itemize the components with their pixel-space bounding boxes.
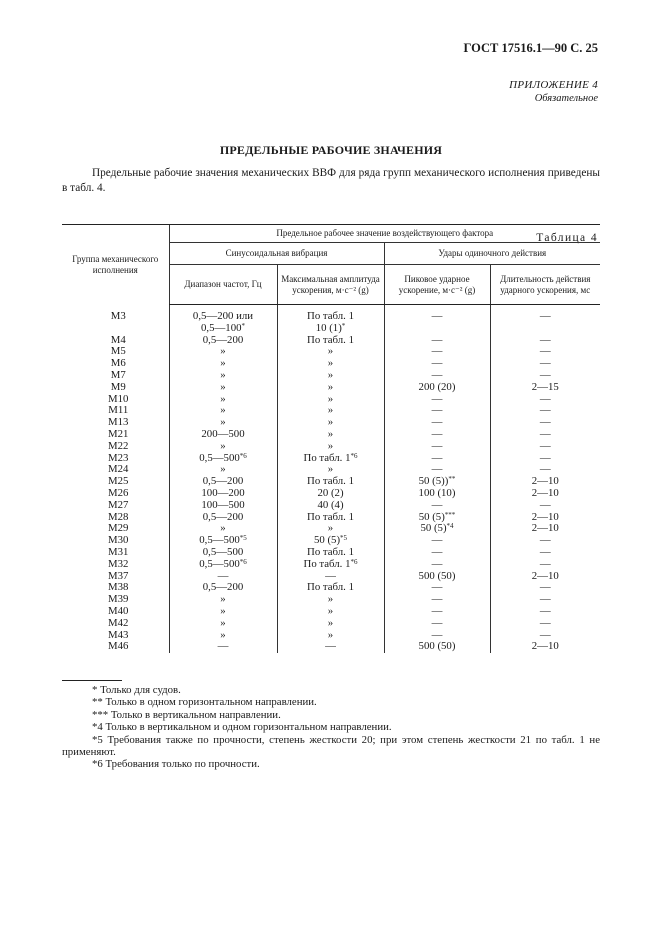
col-freq-header: Диапазон частот, Гц [169,265,277,305]
cell-amp-value: » [327,604,334,617]
cell-group-value: M24 [108,463,129,476]
cell-amp-value: » [327,368,334,381]
cell-amp-value: » [327,593,334,606]
cell-dur-value: — [539,416,551,429]
cell-peak-value: — [431,368,443,381]
cell-amp-value: 10 (1) [315,321,342,334]
cell-dur-value: — [539,357,551,370]
footnote: *6 Требования только по прочности. [92,758,260,771]
cell-group-value: M22 [108,439,129,452]
cell-freq-value: 0,5—500 [199,451,240,464]
cell-freq [169,641,277,653]
cell-group-value: M21 [108,427,129,440]
table-row [62,641,600,653]
cell-group-value: M37 [108,569,129,582]
footnote: *5 Требования также по прочности, степень жесткости 20; при этом степень жесткости 21 по табл. 1 не применяют. [62,733,600,759]
cell-peak-value: — [431,427,443,440]
footnote-marker: *5 [239,534,247,543]
cell-peak-value: — [431,463,443,476]
footnote-marker: *6 [350,557,358,566]
cell-amp-value: » [327,628,334,641]
cell-peak-value: — [431,357,443,370]
cell-group-value: M11 [108,404,129,417]
footnote-marker: *6 [239,451,247,460]
footnote: *** Только в вертикальном направлении. [92,708,281,721]
cell-freq-value: » [220,593,226,606]
footnote-marker: *6 [239,557,247,566]
footnote: *4 Только в вертикальном и одном горизонтальном направлении. [92,721,392,734]
cell-freq-value: 0,5—500 [199,557,240,570]
cell-group-value: M25 [108,475,129,488]
cell-freq-value: 0,5—200 [202,581,244,594]
cell-freq-value: 200—500 [201,427,245,440]
cell-dur-value: — [539,392,551,405]
cell-group-value: M38 [108,581,129,594]
cell-dur-value: — [539,498,551,511]
cell-amp-value: — [325,640,336,653]
cell-group-value: M5 [110,345,126,358]
cell-freq-value: 100—200 [201,486,245,499]
col-amp-header: Максимальная амплитуда ускорения, м·с⁻² (g) [277,265,384,305]
cell-dur-value: — [539,368,551,381]
cell-peak-value: — [431,333,443,346]
cell-freq-value: 0,5—200 или [192,310,254,322]
cell-dur-value: — [539,439,551,452]
cell-dur-value: — [539,628,551,641]
cell-freq-value: » [220,368,226,381]
cell-dur-value: — [539,593,551,606]
cell-group-value: M46 [108,640,129,653]
cell-peak [384,305,490,323]
cell-group [62,641,169,653]
cell-dur [490,305,600,323]
cell-peak-value: — [431,593,443,606]
cell-dur-value: 2—10 [531,640,559,653]
cell-freq-value: 100—500 [201,498,245,511]
cell-group-value: M40 [108,604,129,617]
cell-dur-value: — [539,534,551,547]
cell-freq-value: » [220,616,226,629]
table-caption: Таблица 4 [536,232,598,244]
cell-freq-value: » [220,522,226,535]
footnote-marker: *4 [446,522,454,531]
cell-peak-value: — [431,557,443,570]
cell-amp-value: По табл. 1 [307,475,354,488]
col-group-header: Группа механического исполнения [62,225,169,305]
cell-peak-value: 50 (5) [418,510,445,523]
cell-group-value: M43 [108,628,129,641]
cell-peak-value: — [431,416,443,429]
cell-freq-value: » [220,404,226,417]
cell-group-value: M6 [110,357,126,370]
cell-group-value: M32 [108,557,129,570]
appendix-subtitle: Обязательное [534,93,598,104]
cell-amp-value: 50 (5) [313,534,341,547]
cell-amp-value: По табл. 1 [307,581,354,594]
cell-amp-value: По табл. 1 [307,545,354,558]
limits-table [62,224,600,653]
cell-freq-value: » [220,463,226,476]
cell-freq-value: » [220,439,226,452]
cell-dur-value: — [539,581,551,594]
cell-freq-value: — [217,569,229,582]
cell-freq [169,305,277,323]
cell-amp-value: » [327,616,334,629]
cell-freq-value: 0,5—200 [202,510,244,523]
cell-amp-value: По табл. 1 [303,557,351,570]
footnote: * Только для судов. [92,684,181,696]
cell-dur-value: 2—10 [531,569,559,582]
cell-dur-value: 2—10 [531,510,559,523]
cell-peak-value: — [431,404,443,417]
cell-amp-value: » [327,392,334,405]
cell-group-value: M27 [108,498,129,511]
cell-amp-value: По табл. 1 [307,333,354,346]
footnotes [62,684,600,771]
col-dur-header: Длительность действия ударного ускорения, мс [490,265,600,305]
cell-freq-value: » [220,392,226,405]
cell-amp-value: » [327,427,334,440]
cell-dur-value: 2—10 [531,486,559,499]
cell-peak-value: — [431,616,443,629]
cell-dur-value: — [539,333,551,346]
footnote-divider [62,680,122,681]
table-body [62,305,600,654]
cell-dur-value: — [539,616,551,629]
cell-peak-value: — [431,604,443,617]
intro-paragraph: Предельные рабочие значения механических ВВФ для ряда групп механического исполнения приведены в табл. 4. [62,167,600,194]
footnote-marker: * [241,321,245,330]
cell-group-value: M23 [108,451,129,464]
cell-group [62,305,169,323]
cell-dur-value: — [539,404,551,417]
cell-group-value: M28 [108,510,129,523]
cell-freq-value: » [220,345,226,358]
cell-dur-value: — [539,604,551,617]
cell-peak-value: — [431,451,443,464]
cell-freq-value: » [220,380,226,393]
cell-group-value: M39 [108,593,129,606]
cell-peak-value: — [431,581,443,594]
table-row [62,305,600,323]
footnote-marker: *6 [350,451,358,460]
footnote-marker: ** [448,475,456,484]
cell-amp-value: По табл. 1 [307,510,354,523]
footnote-marker: * [341,321,346,330]
cell-dur-value: — [539,310,551,322]
col-peak-header: Пиковое ударное ускорение, м·с⁻² (g) [384,265,490,305]
cell-group-value: M9 [110,380,126,393]
footnote-marker: *** [444,510,456,519]
cell-peak-value: — [431,439,443,452]
footnote-marker: *5 [340,534,348,543]
cell-group-value: M3 [110,309,126,322]
cell-peak-value: 50 (5) [420,522,447,535]
cell-amp-value: По табл. 1 [303,451,351,464]
cell-group-value: M7 [110,368,126,381]
cell-peak-value: — [431,310,443,322]
cell-dur [490,641,600,653]
cell-peak-value: 200 (20) [418,380,456,393]
cell-amp-value: По табл. 1 [307,310,354,322]
cell-group-value: M29 [108,522,129,535]
cell-freq-value: 0,5—200 [202,333,244,346]
cell-peak-value: 500 (50) [418,569,456,582]
cell-amp-value: » [327,380,334,393]
cell-peak-value: — [431,628,443,641]
page-header: ГОСТ 17516.1—90 С. 25 [463,41,598,55]
cell-group-value: M26 [108,486,129,499]
cell-amp-value: 20 (2) [317,486,344,499]
cell-group-value: M13 [108,416,129,429]
cell-peak-value: — [431,498,443,511]
cell-dur-value: — [539,545,551,558]
cell-amp-value: » [327,416,334,429]
cell-peak-value: — [431,345,443,358]
footnote: ** Только в одном горизонтальном направлении. [92,696,317,709]
cell-amp-value: » [327,357,334,370]
cell-freq-value: » [220,357,226,370]
cell-amp [277,641,384,653]
cell-dur-value: — [539,451,551,464]
cell-amp [277,305,384,323]
cell-dur-value: 2—10 [531,475,559,488]
shock-header: Удары одиночного действия [384,243,600,265]
cell-dur-value: — [539,557,551,570]
cell-freq-value: » [220,604,226,617]
cell-freq-value: 0,5—500 [202,545,244,558]
top-header: Предельное рабочее значение воздействующего фактора [169,225,600,243]
cell-peak-value: 500 (50) [418,640,456,653]
cell-freq-value: 0,5—500 [199,534,240,547]
cell-group-value: M31 [108,545,129,558]
cell-peak-value: — [431,534,443,547]
cell-amp-value: 40 (4) [317,498,344,511]
cell-amp-value: — [325,569,336,582]
cell-group-value: M30 [108,534,129,547]
cell-peak-value: 100 (10) [418,486,456,499]
cell-peak-value: — [431,392,443,405]
cell-dur-value: 2—10 [531,522,559,535]
cell-amp-value: » [327,345,334,358]
appendix-title: ПРИЛОЖЕНИЕ 4 [509,79,598,91]
cell-freq-value: 0,5—100 [201,321,242,334]
cell-freq-value: » [220,628,226,641]
page-title: ПРЕДЕЛЬНЫЕ РАБОЧИЕ ЗНАЧЕНИЯ [219,143,443,157]
cell-peak-value: 50 (5)) [418,475,449,488]
cell-amp-value: » [327,522,334,535]
cell-freq-value: » [220,416,226,429]
cell-dur-value: — [539,345,551,358]
cell-peak [384,641,490,653]
cell-group-value: M10 [108,392,129,405]
cell-amp-value: » [327,463,334,476]
cell-amp-value: » [327,439,334,452]
cell-amp-value: » [327,404,334,417]
cell-dur-value: 2—15 [531,380,559,393]
cell-group-value: M4 [110,333,126,346]
cell-group-value: M42 [108,616,129,629]
cell-freq-value: 0,5—200 [202,475,244,488]
cell-peak-value: — [431,545,443,558]
cell-dur-value: — [539,463,551,476]
cell-dur-value: — [539,427,551,440]
sine-vibration-header: Синусоидальная вибрация [169,243,384,265]
cell-freq-value: — [217,640,229,653]
